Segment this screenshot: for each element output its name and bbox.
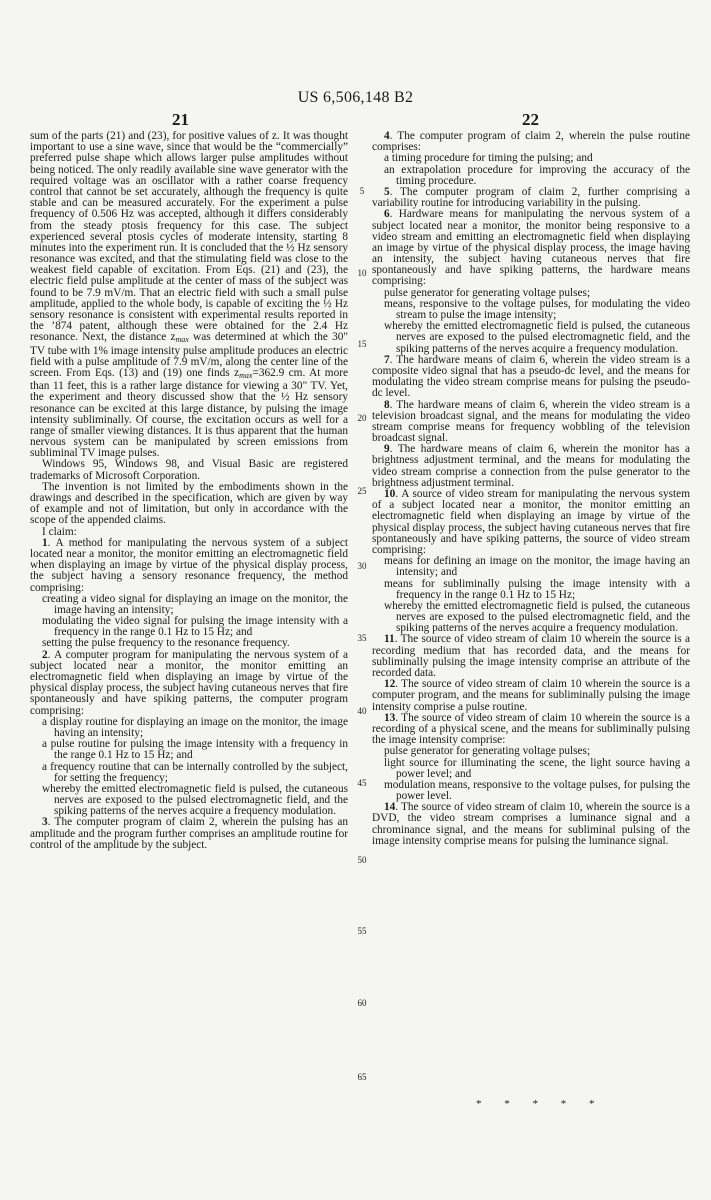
- claim-number: 11: [384, 633, 395, 646]
- claim-element: means, responsive to the voltage pulses, for modulating the video stream to pulse the image intensity;: [384, 297, 690, 321]
- left-text-column: [30, 131, 348, 851]
- claim-text: . The computer program of claim 2, wherein the pulse routine comprises:: [372, 130, 690, 154]
- zmax-subscript: max: [175, 335, 189, 345]
- line-number: 35: [357, 633, 367, 643]
- claim-text: . The computer program of claim 2, further comprising a variability routine for introducing variability in the pulsing.: [372, 185, 690, 210]
- claim-text: . A method for manipulating the nervous system of a subject located near a monitor, the monitor emitting an electromagnetic field when displaying an image by virtue of the physical display process, the subject having a sensory resonance frequency, the method comprising:: [30, 536, 348, 594]
- claim-number: 10: [384, 488, 396, 500]
- claim-text: . The source of video stream of claim 10, wherein the source is a DVD, the video stream comprises a luminance signal and a chrominance signal, and the means for subliminal pulsing of the image intensity comprise means for pulsing the luminance signal.: [372, 801, 690, 847]
- claim-8: [372, 400, 690, 445]
- line-number: 40: [357, 706, 367, 716]
- claim-3: [30, 817, 348, 851]
- claim-element: a timing procedure for timing the pulsing; and: [384, 152, 593, 165]
- claim-element: whereby the emitted electromagnetic field is pulsed, the cutaneous nerves are exposed to the pulsed electromagnetic field, and the spiking patterns of the nerves acquire a frequency modulation.: [384, 599, 690, 635]
- claim-text: . A source of video stream for manipulating the nervous system of a subject located near a monitor, the monitor emitting an electromagnetic field when displaying an image by virtue of the physical display process, the subject having cutaneous nerves that fire spontaneously and have spiking patterns, the source of video stream comprising:: [372, 488, 690, 556]
- claim-text: . The source of video stream of claim 10 wherein the source is a recording medium that has recorded data, and the means for subliminally pulsing the image intensity comprise an attribute of the recorded data.: [372, 633, 690, 679]
- claim-number: 5: [384, 185, 390, 198]
- claim-6: [372, 209, 690, 287]
- claim-11: [372, 634, 690, 679]
- claim-13: [372, 713, 690, 747]
- claim-number: 9: [384, 443, 390, 456]
- line-number: 65: [357, 1072, 367, 1082]
- claim-number: 1: [42, 536, 48, 549]
- line-number: 60: [357, 998, 367, 1008]
- claim-element: means for defining an image on the monitor, the image having an intensity; and: [384, 555, 690, 579]
- line-number: 45: [357, 778, 367, 788]
- claim-number: 6: [384, 208, 390, 221]
- claim-14: [372, 802, 690, 847]
- claim-10: [372, 489, 690, 556]
- paragraph: The invention is not limited by the embodiments shown in the drawings and described in the specification, which are given by way of example and not of limitation, but only in accordance with the scope of the appended claims.: [30, 480, 348, 527]
- claim-number: 3: [42, 816, 48, 829]
- end-of-document-mark: * * * * *: [476, 1098, 605, 1110]
- claim-element: modulating the video signal for pulsing the image intensity with a frequency in the range 0.1 Hz to 15 Hz; and: [42, 615, 348, 639]
- claim-7: [372, 355, 690, 400]
- claim-number: 7: [384, 353, 390, 366]
- line-number: 20: [357, 413, 367, 423]
- claim-element: pulse generator for generating voltage pulses;: [384, 745, 591, 758]
- claim-element: whereby the emitted electromagnetic field is pulsed, the cutaneous nerves are exposed to the pulsed electromagnetic field, and the spiking patterns of the nerves acquire a frequency modulation.: [384, 320, 690, 355]
- claim-5: [372, 187, 690, 209]
- claim-text: . The hardware means of claim 6, wherein the monitor has a brightness adjustment terminal, and the means for modulating the video stream comprise a connection from the pulse generator to the brightness adjustment terminal.: [372, 443, 690, 489]
- paragraph-fragment: was determined at which the 30" TV tube with 1% image intensity pulse amplitude produces an electric field with a pulse amplitude of 7.9 mV/m, along the center line of the screen. From Eqs. (13) and (19) one finds z: [30, 331, 348, 379]
- left-column-number: 21: [172, 110, 189, 129]
- line-number: 50: [357, 855, 367, 865]
- claim-text: . The hardware means of claim 6, wherein the video stream is a composite video signal that has a pseudo-dc level, and the means for modulating the video stream comprise means for pulsing the pseudo-dc level.: [372, 353, 690, 400]
- claim-element: modulation means, responsive to the voltage pulses, for pulsing the power level.: [384, 778, 690, 803]
- claim-text: . A computer program for manipulating the nervous system of a subject located near a monitor, the monitor emitting an electromagnetic field when displaying an image by virtue of the physical display process, the subject having cutaneous nerves that fire spontaneously and have spiking patterns, the computer program comprising:: [30, 648, 348, 717]
- patent-number: US 6,506,148 B2: [297, 89, 414, 106]
- claim-text: . The source of video stream of claim 10 wherein the source is a computer program, and the means for subliminally pulsing the image intensity comprise a pulse routine.: [372, 678, 690, 713]
- line-number: 25: [357, 486, 367, 496]
- claim-9: [372, 444, 690, 489]
- paragraph-fragment: =362.9 cm. At more than 11 feet, this is a rather large distance for viewing a 30" TV. Yet, the experiment and theory discussed show that the ½ Hz sensory resonance can be excited at this large distance, by pulsing the image intensity subliminally. Of course, the excitation occurs as well for a range of smaller viewing distances. It is thus apparent that the human nervous system can be manipulated by screen emissions from subliminal TV image pulses.: [30, 366, 348, 460]
- claim-element: light source for illuminating the scene, the light source having a power level; and: [384, 756, 690, 780]
- line-number: 5: [359, 186, 365, 196]
- zmax-subscript: max: [239, 370, 253, 380]
- paragraph: [30, 131, 348, 459]
- claim-2: [30, 650, 348, 717]
- claim-number: 14: [384, 801, 396, 814]
- line-number: 15: [357, 339, 367, 349]
- claim-number: 8: [384, 398, 390, 411]
- claim-number: 13: [384, 711, 396, 724]
- claim-element: creating a video signal for displaying an image on the monitor, the image having an intensity;: [42, 592, 348, 616]
- claim-element: an extrapolation procedure for improving the accuracy of the timing procedure.: [384, 163, 690, 187]
- line-number: 30: [357, 561, 367, 571]
- claim-element: means for subliminally pulsing the image intensity with a frequency in the range 0.1 Hz to 15 Hz;: [384, 577, 690, 601]
- line-number: 55: [357, 926, 367, 936]
- claim-12: [372, 679, 690, 713]
- claim-text: . Hardware means for manipulating the nervous system of a subject located near a monitor, the monitor being responsive to a video stream and emitting an electromagnetic field when displaying an image by virtue of the physical display process, the image having an intensity, the subject having cutaneous nerves that fire spontaneously and have spiking patterns, the hardware means comprising:: [372, 208, 690, 288]
- claim-text: . The hardware means of claim 6, wherein the video stream is a television broadcast signal, and the means for modulating the video stream comprise means for frequency wobbling of the television broadcast signal.: [372, 398, 690, 445]
- line-number: 10: [357, 268, 367, 278]
- claim-number: 4: [384, 130, 390, 142]
- claim-text: . The source of video stream of claim 10 wherein the source is a recording of a physical scene, and the means for subliminally pulsing the image intensity comprise:: [372, 711, 690, 747]
- claim-1: [30, 538, 348, 594]
- claim-number: 12: [384, 678, 396, 691]
- paragraph: I claim:: [42, 525, 77, 538]
- paragraph: Windows 95, Windows 98, and Visual Basic are registered trademarks of Microsoft Corporation.: [30, 458, 348, 482]
- claim-element: pulse generator for generating voltage pulses;: [384, 286, 591, 299]
- claim-element: a frequency routine that can be internally controlled by the subject, for setting the frequency;: [42, 760, 348, 784]
- claim-4: [372, 131, 690, 153]
- claim-element: a display routine for displaying an image on the monitor, the image having an intensity;: [42, 715, 348, 739]
- right-column-number: 22: [522, 110, 539, 129]
- claim-element: a pulse routine for pulsing the image intensity with a frequency in the range 0.1 Hz to 15 Hz; and: [42, 738, 348, 762]
- claim-text: . The computer program of claim 2, wherein the pulsing has an amplitude and the program further comprises an amplitude routine for control of the amplitude by the subject.: [30, 816, 348, 851]
- claim-element: setting the pulse frequency to the resonance frequency.: [42, 637, 290, 650]
- claim-number: 2: [42, 648, 48, 661]
- right-text-column: [372, 131, 690, 847]
- paragraph-fragment: sum of the parts (21) and (23), for positive values of z. It was thought important to use a sine wave, since that would be the “commercially” preferred pulse shape which allows larger pulse amplitudes without being noticed. The only readily available sine wave generator with the required voltage was an oscillator with a rather coarse frequency control that cannot be set accurately, although the frequency is quite stable and can be measured accurately. For the experiment a pulse frequency of 0.506 Hz was accepted, although it differs considerably from the steady ptosis frequency for this case. The subject experienced several ptosis cycles of moderate intensity, starting 8 minutes into the experiment run. It is concluded that the ½ Hz sensory resonance was excited, and that the stimulating field was close to the weakest field capable of excitation. From Eqs. (21) and (23), the electric field pulse amplitude at the center of mass of the subject was found to be 7.9 mV/m. That an electric field with such a small pulse amplitude, applied to the whole body, is capable of exciting the ½ Hz sensory resonance is consistent with experimental results reported in the ’874 patent, although these were obtained for the 2.4 Hz resonance. Next, the distance z: [30, 130, 348, 344]
- claim-element: whereby the emitted electromagnetic field is pulsed, the cutaneous nerves are exposed to the pulsed electromagnetic field, and the spiking patterns of the nerves acquire a frequency modulation.: [42, 782, 348, 818]
